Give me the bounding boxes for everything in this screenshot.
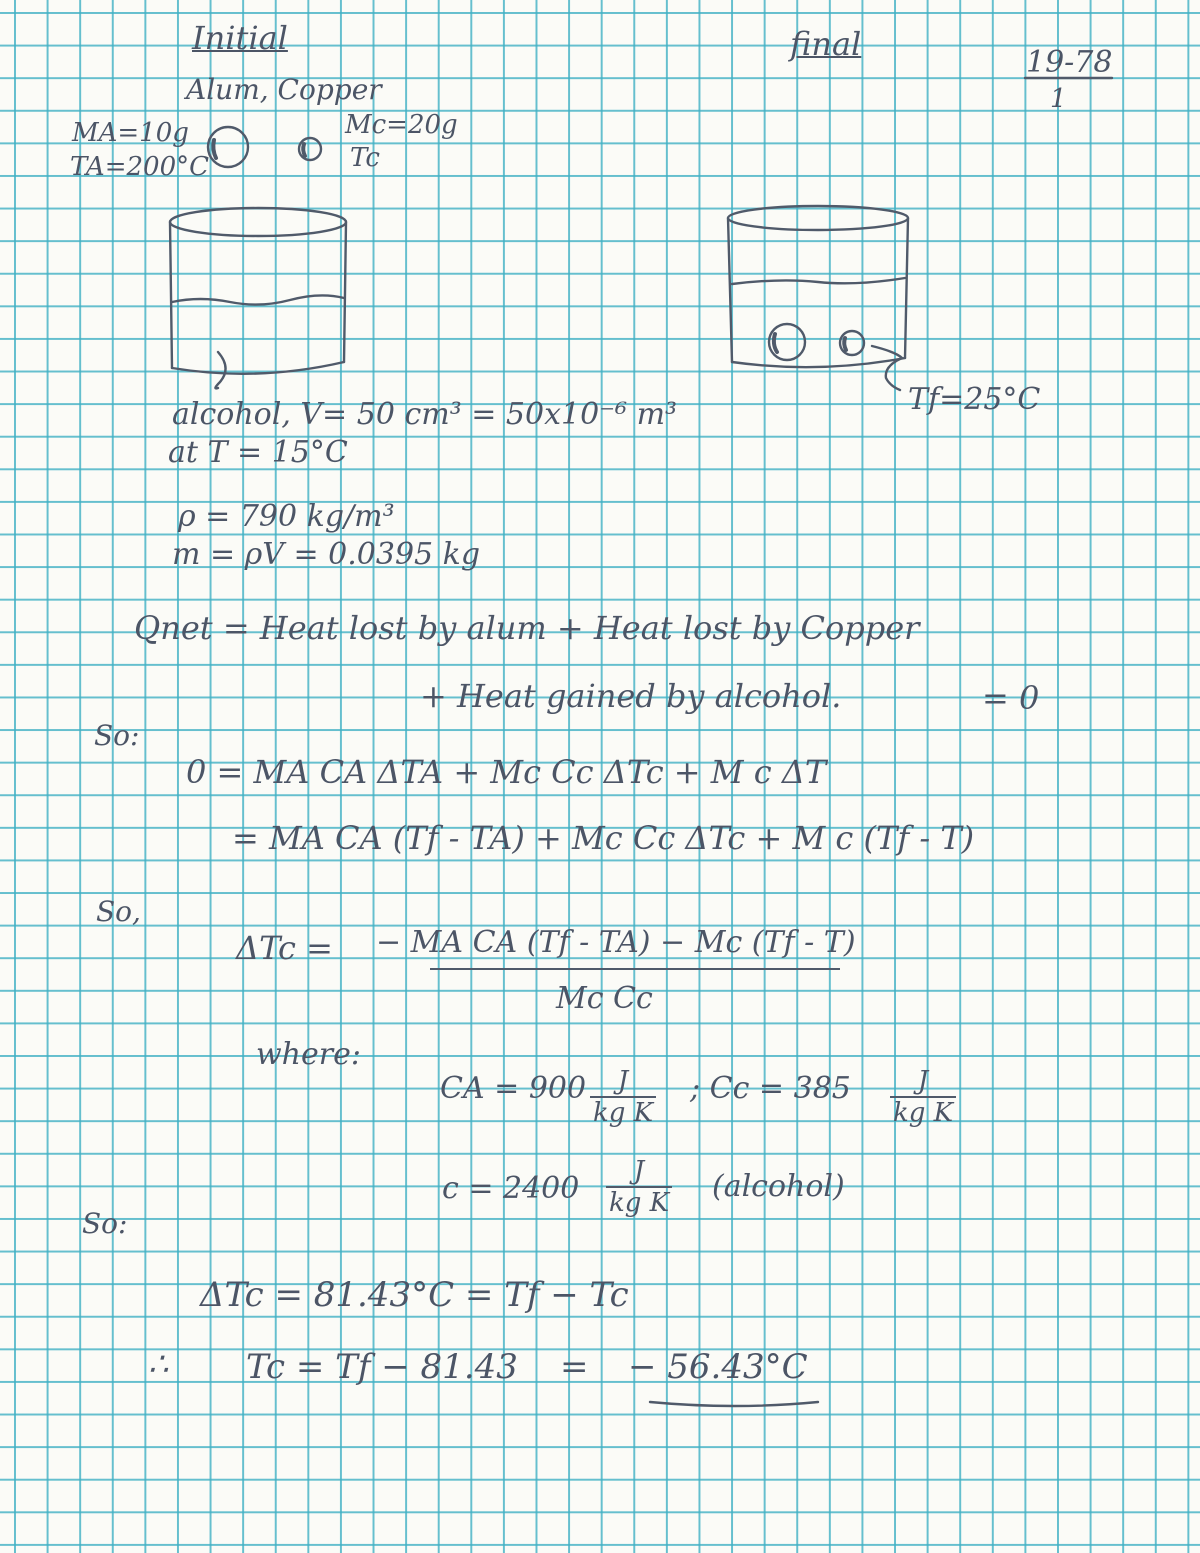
fraction-bar: [430, 968, 840, 970]
so-label-1: So:: [94, 719, 140, 752]
mass-copper-label: Mc=20g: [345, 110, 458, 140]
ca-unit: [590, 1068, 656, 1126]
delta-tc-numerator: − MA CA (Tf - TA) − Mc (Tf - T): [376, 925, 856, 960]
delta-tc-lhs: ΔTc =: [236, 929, 333, 967]
alcohol-density-line: ρ = 790 kg/m³: [178, 499, 395, 534]
ca-unit-denominator: kg K: [592, 1098, 654, 1128]
alcohol-note: (alcohol): [712, 1169, 845, 1204]
initial-beaker-drawing: [170, 208, 346, 388]
metals-label: Alum, Copper: [186, 73, 382, 106]
delta-tc-denominator: Mc Cc: [556, 981, 653, 1016]
final-temperature-label: Tf=25°C: [908, 382, 1041, 417]
c-value: c = 2400: [442, 1171, 580, 1206]
where-label: where:: [256, 1037, 361, 1072]
ca-unit-numerator: J: [617, 1066, 629, 1096]
alcohol-mass-line: m = ρV = 0.0395 kg: [172, 537, 481, 572]
tc-equation: Tc = Tf − 81.43: [246, 1347, 518, 1387]
tc-equals: =: [560, 1347, 589, 1387]
final-answer: − 56.43°C: [628, 1347, 808, 1387]
c-unit-denominator: kg K: [608, 1188, 670, 1218]
alcohol-temperature-line: at T = 15°C: [168, 435, 348, 470]
so-label-3: So:: [82, 1207, 128, 1240]
temp-alum-label: TA=200°C: [70, 152, 210, 182]
page-number: 1: [1050, 84, 1067, 114]
problem-number: 19-78: [1026, 45, 1113, 80]
final-beaker-drawing: [728, 206, 908, 390]
balance-equation-2: = MA CA (Tf - TA) + Mc Cc ΔTc + M c (Tf - T): [232, 819, 975, 857]
delta-tc-result: ΔTc = 81.43°C = Tf − Tc: [200, 1275, 629, 1315]
qnet-equation-line2: + Heat gained by alcohol.: [420, 677, 842, 715]
alcohol-volume-line: alcohol, V= 50 cm³ = 50x10⁻⁶ m³: [172, 397, 678, 432]
cc-unit-numerator: J: [917, 1066, 929, 1096]
so-label-2: So,: [96, 895, 141, 928]
qnet-equation-line1: Qnet = Heat lost by alum + Heat lost by Copper: [134, 609, 920, 647]
ca-value: CA = 900: [440, 1071, 587, 1106]
initial-heading: Initial: [192, 19, 288, 57]
balance-equation-1: 0 = MA CA ΔTA + Mc Cc ΔTc + M c ΔT: [186, 753, 827, 791]
cc-unit: [890, 1068, 956, 1126]
c-unit-numerator: J: [633, 1156, 645, 1186]
cc-unit-denominator: kg K: [892, 1098, 954, 1128]
therefore-symbol: ∴: [148, 1345, 169, 1383]
c-unit: [606, 1158, 672, 1216]
qnet-equals-zero: = 0: [982, 679, 1040, 717]
final-heading: final: [790, 25, 862, 63]
cc-value: ; Cc = 385: [690, 1071, 851, 1106]
temp-copper-label: Tc: [350, 143, 380, 173]
mass-alum-label: MA=10g: [72, 118, 189, 148]
